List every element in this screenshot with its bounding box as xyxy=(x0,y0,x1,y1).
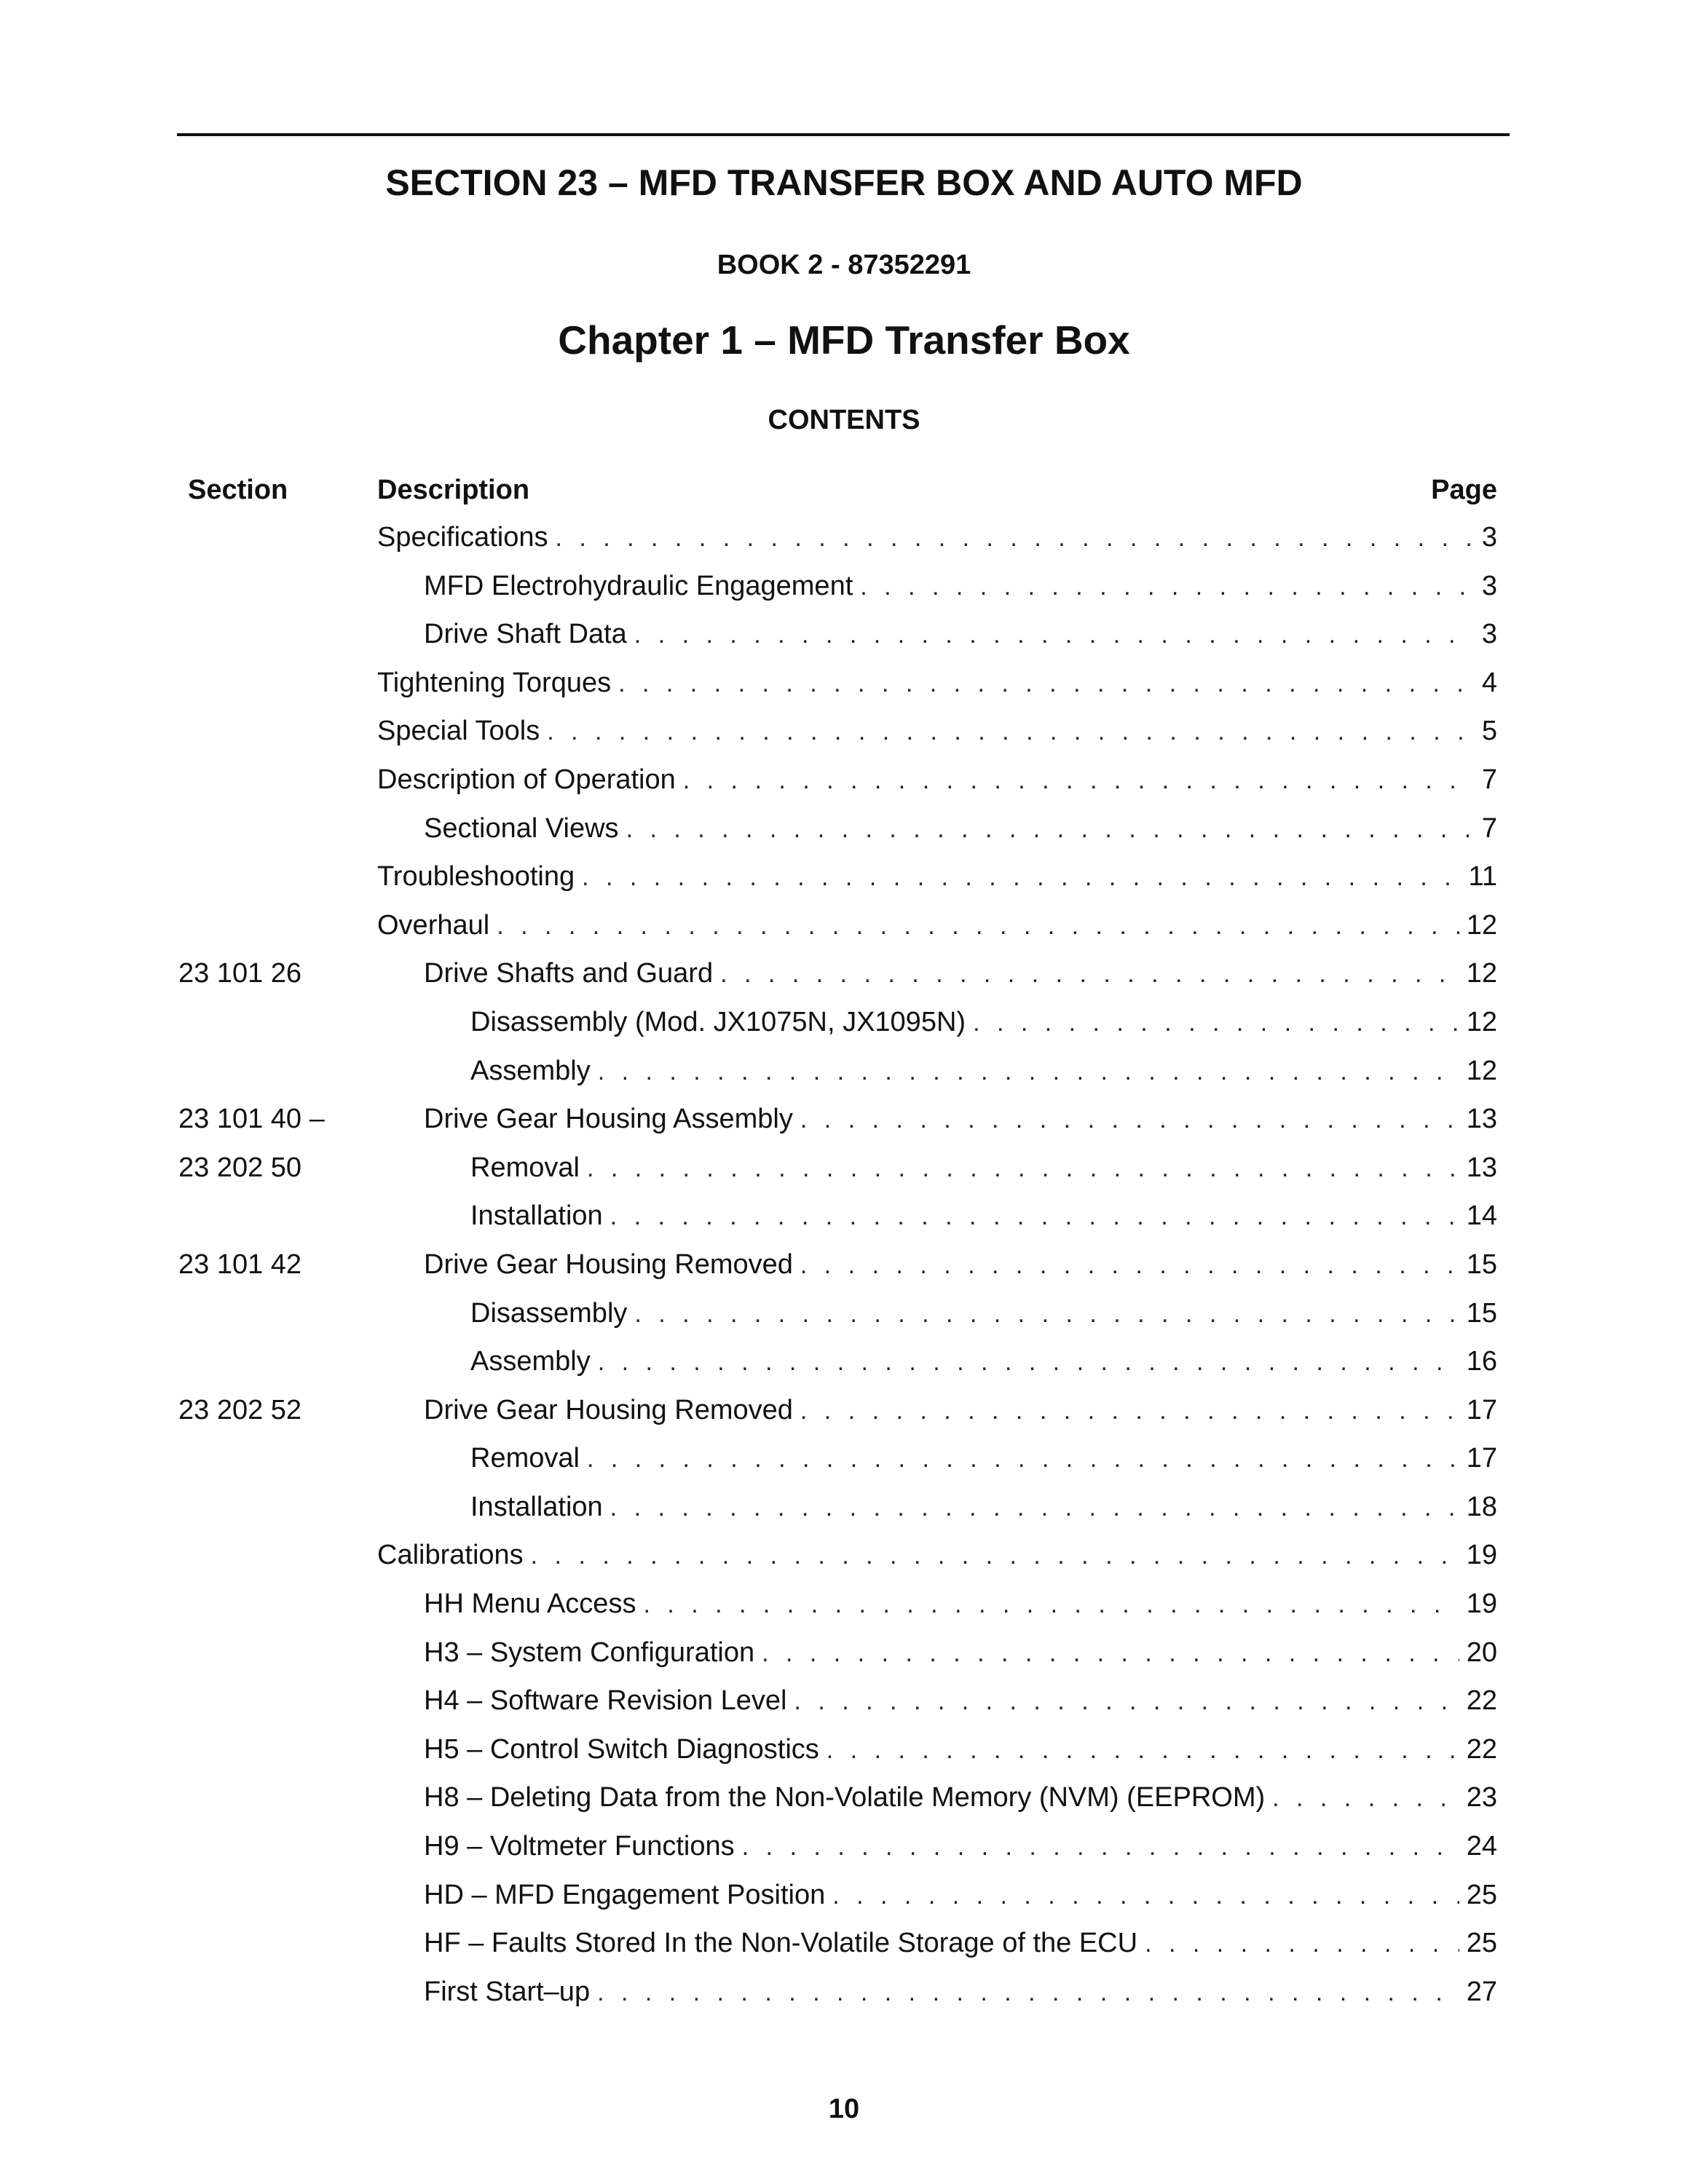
toc-entry[interactable] xyxy=(377,513,1497,563)
toc-entry-page: 15 xyxy=(1466,1249,1497,1280)
toc-entry[interactable] xyxy=(377,707,1497,756)
toc-entry[interactable] xyxy=(377,901,1497,951)
dot-leader xyxy=(1272,1774,1459,1823)
dot-leader xyxy=(1145,1920,1459,1969)
toc-entry[interactable] xyxy=(470,1144,1497,1193)
column-header-description: Description xyxy=(377,475,530,505)
toc-entry-page: 12 xyxy=(1466,1055,1497,1086)
top-rule xyxy=(177,133,1510,136)
dot-leader xyxy=(794,1677,1459,1726)
dot-leader xyxy=(598,1048,1459,1096)
toc-entry-title: Assembly xyxy=(470,1346,591,1377)
toc-entry-title: Troubleshooting xyxy=(377,861,575,893)
toc-entry-title: Specifications xyxy=(377,522,548,553)
toc-entry[interactable] xyxy=(377,1531,1497,1580)
toc-row xyxy=(0,1919,1688,1968)
toc-entry[interactable] xyxy=(424,1629,1497,1678)
toc-entry[interactable] xyxy=(424,610,1497,660)
toc-entry-title: H3 – System Configuration xyxy=(424,1637,755,1668)
toc-entry-page: 25 xyxy=(1466,1928,1497,1959)
dot-leader xyxy=(610,1484,1459,1532)
toc-entry-page: 5 xyxy=(1481,716,1497,747)
toc-entry-page: 19 xyxy=(1466,1540,1497,1571)
toc-entry[interactable] xyxy=(424,1241,1497,1290)
toc-entry[interactable] xyxy=(424,804,1497,854)
dot-leader xyxy=(832,1872,1459,1920)
toc-section-number: 23 202 52 xyxy=(178,1394,302,1425)
dot-leader xyxy=(547,708,1475,756)
toc-entry-page: 17 xyxy=(1466,1394,1497,1425)
toc-entry-title: Disassembly (Mod. JX1075N, JX1095N) xyxy=(470,1006,966,1037)
toc-row xyxy=(0,1871,1688,1920)
toc-entry-title: HH Menu Access xyxy=(424,1588,636,1620)
toc-entry-page: 17 xyxy=(1466,1443,1497,1474)
toc-entry-title: H5 – Control Switch Diagnostics xyxy=(424,1733,819,1765)
dot-leader xyxy=(626,805,1475,854)
dot-leader xyxy=(827,1726,1459,1775)
toc-entry-page: 13 xyxy=(1466,1104,1497,1135)
toc-entry-title: Installation xyxy=(470,1491,603,1522)
toc-entry[interactable] xyxy=(424,562,1497,612)
dot-leader xyxy=(973,999,1459,1048)
dot-leader xyxy=(555,514,1474,563)
toc-entry-page: 4 xyxy=(1481,667,1497,698)
toc-entry-page: 25 xyxy=(1466,1879,1497,1910)
toc-entry-page: 18 xyxy=(1466,1491,1497,1522)
dot-leader xyxy=(860,563,1475,612)
toc-entry[interactable] xyxy=(377,659,1497,708)
toc-row xyxy=(0,1095,1688,1144)
toc-row xyxy=(0,901,1688,950)
table-of-contents xyxy=(0,513,1688,2016)
dot-leader xyxy=(643,1580,1459,1629)
toc-entry-title: Drive Gear Housing Removed xyxy=(424,1394,793,1425)
dot-leader xyxy=(597,1969,1459,2017)
toc-row xyxy=(0,1677,1688,1725)
toc-row xyxy=(0,1241,1688,1289)
toc-entry-page: 7 xyxy=(1481,764,1497,795)
toc-row xyxy=(0,1144,1688,1192)
toc-entry-title: Drive Shaft Data xyxy=(424,619,627,650)
toc-entry[interactable] xyxy=(470,1434,1497,1484)
toc-entry-page: 23 xyxy=(1466,1782,1497,1813)
toc-entry[interactable] xyxy=(470,1047,1497,1096)
toc-section-number: 23 202 50 xyxy=(178,1152,302,1183)
dot-leader xyxy=(582,853,1461,902)
toc-entry-page: 19 xyxy=(1466,1588,1497,1620)
toc-row xyxy=(0,562,1688,611)
toc-entry-page: 27 xyxy=(1466,1976,1497,2007)
toc-row xyxy=(0,513,1688,562)
book-number: BOOK 2 - 87352291 xyxy=(717,250,971,280)
toc-row xyxy=(0,1047,1688,1096)
toc-entry[interactable] xyxy=(424,1677,1497,1726)
toc-entry-title: H4 – Software Revision Level xyxy=(424,1685,787,1717)
toc-row xyxy=(0,1386,1688,1435)
toc-row xyxy=(0,1192,1688,1241)
dot-leader xyxy=(762,1629,1459,1678)
toc-entry-title: Disassembly xyxy=(470,1297,628,1329)
toc-entry-page: 12 xyxy=(1466,958,1497,989)
toc-entry[interactable] xyxy=(470,1337,1497,1387)
toc-row xyxy=(0,1773,1688,1822)
toc-row xyxy=(0,1483,1688,1532)
toc-row xyxy=(0,1822,1688,1871)
toc-row xyxy=(0,1434,1688,1483)
toc-entry[interactable] xyxy=(424,1822,1497,1872)
toc-entry[interactable] xyxy=(377,756,1497,805)
toc-entry-title: H9 – Voltmeter Functions xyxy=(424,1831,735,1862)
toc-entry-title: Drive Shafts and Guard xyxy=(424,958,714,989)
column-header-section: Section xyxy=(188,475,288,505)
page-number: 10 xyxy=(828,2094,860,2124)
chapter-title: Chapter 1 – MFD Transfer Box xyxy=(558,317,1130,363)
column-header-page: Page xyxy=(1431,475,1497,505)
contents-heading: CONTENTS xyxy=(768,405,920,435)
toc-section-number: 23 101 26 xyxy=(178,958,302,989)
toc-entry-page: 7 xyxy=(1481,812,1497,844)
toc-entry-title: Tightening Torques xyxy=(377,667,612,698)
toc-row xyxy=(0,1629,1688,1677)
toc-row xyxy=(0,1725,1688,1774)
toc-entry[interactable] xyxy=(424,1725,1497,1775)
toc-entry-title: MFD Electrohydraulic Engagement xyxy=(424,570,853,601)
toc-row xyxy=(0,707,1688,756)
toc-entry[interactable] xyxy=(424,1580,1497,1629)
dot-leader xyxy=(742,1823,1459,1872)
section-title: SECTION 23 – MFD TRANSFER BOX AND AUTO MFD xyxy=(385,162,1303,203)
toc-entry-page: 22 xyxy=(1466,1685,1497,1717)
toc-entry-page: 14 xyxy=(1466,1200,1497,1232)
toc-entry-title: Installation xyxy=(470,1200,603,1232)
toc-entry-title: Special Tools xyxy=(377,716,540,747)
toc-row xyxy=(0,610,1688,659)
dot-leader xyxy=(634,1290,1459,1339)
toc-entry[interactable] xyxy=(424,1386,1497,1436)
dot-leader xyxy=(610,1192,1459,1241)
toc-entry[interactable] xyxy=(424,1968,1497,2017)
dot-leader xyxy=(800,1387,1459,1436)
dot-leader xyxy=(683,756,1475,805)
toc-entry-title: HF – Faults Stored In the Non-Volatile Storage of the ECU xyxy=(424,1928,1138,1959)
toc-entry-title: HD – MFD Engagement Position xyxy=(424,1879,826,1910)
toc-row xyxy=(0,1580,1688,1629)
toc-section-number: 23 101 40 – xyxy=(178,1104,325,1135)
dot-leader xyxy=(800,1241,1459,1290)
toc-entry-page: 24 xyxy=(1466,1831,1497,1862)
toc-row xyxy=(0,804,1688,853)
toc-entry-title: Description of Operation xyxy=(377,764,676,795)
toc-row xyxy=(0,756,1688,804)
toc-section-number: 23 101 42 xyxy=(178,1249,302,1280)
toc-entry-page: 20 xyxy=(1466,1637,1497,1668)
toc-entry-title: H8 – Deleting Data from the Non-Volatile Memory (NVM) (EEPROM) xyxy=(424,1782,1266,1813)
dot-leader xyxy=(598,1338,1459,1387)
dot-leader xyxy=(720,950,1459,999)
dot-leader xyxy=(587,1435,1459,1484)
toc-entry-page: 3 xyxy=(1481,522,1497,553)
toc-row xyxy=(0,1968,1688,2017)
dot-leader xyxy=(618,660,1475,708)
toc-entry-page: 12 xyxy=(1466,909,1497,941)
toc-entry[interactable] xyxy=(470,1192,1497,1241)
toc-entry-page: 22 xyxy=(1466,1733,1497,1765)
toc-row xyxy=(0,852,1688,901)
toc-entry-title: Removal xyxy=(470,1443,580,1474)
dot-leader xyxy=(634,611,1475,660)
toc-row xyxy=(0,998,1688,1047)
dot-leader xyxy=(497,902,1459,951)
toc-entry[interactable] xyxy=(470,1289,1497,1339)
toc-entry-page: 15 xyxy=(1466,1297,1497,1329)
toc-entry-page: 16 xyxy=(1466,1346,1497,1377)
toc-entry[interactable] xyxy=(424,1095,1497,1144)
toc-entry-page: 13 xyxy=(1466,1152,1497,1183)
toc-entry[interactable] xyxy=(470,1483,1497,1532)
toc-entry[interactable] xyxy=(424,1871,1497,1920)
toc-entry-page: 11 xyxy=(1468,861,1497,893)
toc-entry-title: Removal xyxy=(470,1152,580,1183)
toc-entry-title: Drive Gear Housing Assembly xyxy=(424,1104,793,1135)
toc-entry-page: 3 xyxy=(1481,570,1497,601)
dot-leader xyxy=(531,1532,1459,1580)
toc-entry-page: 12 xyxy=(1466,1006,1497,1037)
dot-leader xyxy=(800,1096,1459,1144)
toc-entry-title: First Start–up xyxy=(424,1976,591,2007)
toc-entry[interactable] xyxy=(470,998,1497,1048)
toc-row xyxy=(0,1337,1688,1386)
toc-entry-title: Overhaul xyxy=(377,909,490,941)
dot-leader xyxy=(587,1144,1459,1193)
toc-entry-page: 3 xyxy=(1481,619,1497,650)
toc-entry-title: Assembly xyxy=(470,1055,591,1086)
toc-entry-title: Calibrations xyxy=(377,1540,524,1571)
toc-row xyxy=(0,949,1688,998)
toc-entry[interactable] xyxy=(377,852,1497,902)
toc-entry[interactable] xyxy=(424,1773,1497,1823)
toc-entry-title: Sectional Views xyxy=(424,812,619,844)
toc-row xyxy=(0,659,1688,708)
toc-entry-title: Drive Gear Housing Removed xyxy=(424,1249,793,1280)
toc-row xyxy=(0,1289,1688,1338)
toc-entry[interactable] xyxy=(424,1919,1497,1969)
toc-entry[interactable] xyxy=(424,949,1497,999)
toc-row xyxy=(0,1531,1688,1580)
